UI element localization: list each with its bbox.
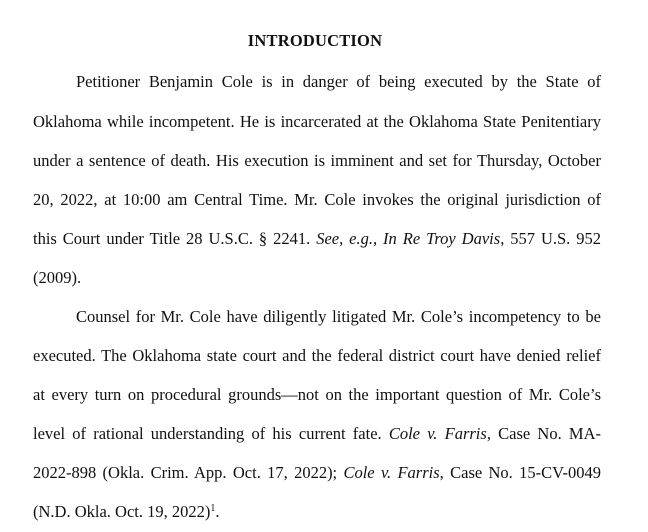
line-4-text-end: , Case No. MA-	[486, 424, 601, 443]
line-5-text: 2022-898 (Okla. Crim. App. Oct. 17, 2022);	[33, 463, 344, 482]
line-5-text-end: , Case No. 15-CV-0049	[439, 463, 601, 482]
paragraph-2-line-6	[33, 502, 601, 522]
paragraph-2-line-2: executed. The Oklahoma state court and the federal district court have denied relief	[33, 346, 601, 365]
paragraph-2-line-5	[33, 463, 601, 483]
paragraph-1-line-5	[33, 229, 601, 249]
paragraph-2-line-3: at every turn on procedural grounds—not on the important question of Mr. Cole’s	[33, 385, 601, 404]
paragraph-1-line-2: Oklahoma while incompetent. He is incarcerated at the Oklahoma State Penitentiary	[33, 112, 601, 131]
section-heading: INTRODUCTION	[247, 31, 383, 50]
paragraph-1-line-4: 20, 2022, at 10:00 am Central Time. Mr. Cole invokes the original jurisdiction of	[33, 190, 601, 209]
case-citation-cole-v-farris-1: Cole v. Farris	[388, 424, 487, 443]
case-citation-troy-davis: See, e.g., In Re Troy Davis	[316, 229, 501, 248]
case-citation-cole-v-farris-2: Cole v. Farris	[343, 463, 440, 482]
line-4-text: level of rational understanding of his current fate.	[33, 424, 389, 443]
paragraph-1-line-6: (2009).	[33, 268, 82, 287]
footnote-reference[interactable]: 1	[210, 503, 216, 514]
paragraph-1-line-3: under a sentence of death. His execution is imminent and set for Thursday, October	[33, 151, 601, 170]
paragraph-2-line-4	[33, 424, 601, 444]
paragraph-2-line-1: Counsel for Mr. Cole have diligently litigated Mr. Cole’s incompetency to be	[76, 307, 601, 326]
line-6-period: .	[215, 502, 220, 521]
line-6-text: (N.D. Okla. Oct. 19, 2022)	[33, 502, 211, 521]
line-5-text: this Court under Title 28 U.S.C. § 2241.	[33, 229, 317, 248]
line-5-text-end: , 557 U.S. 952	[500, 229, 601, 248]
paragraph-1-line-1: Petitioner Benjamin Cole is in danger of being executed by the State of	[76, 72, 601, 91]
